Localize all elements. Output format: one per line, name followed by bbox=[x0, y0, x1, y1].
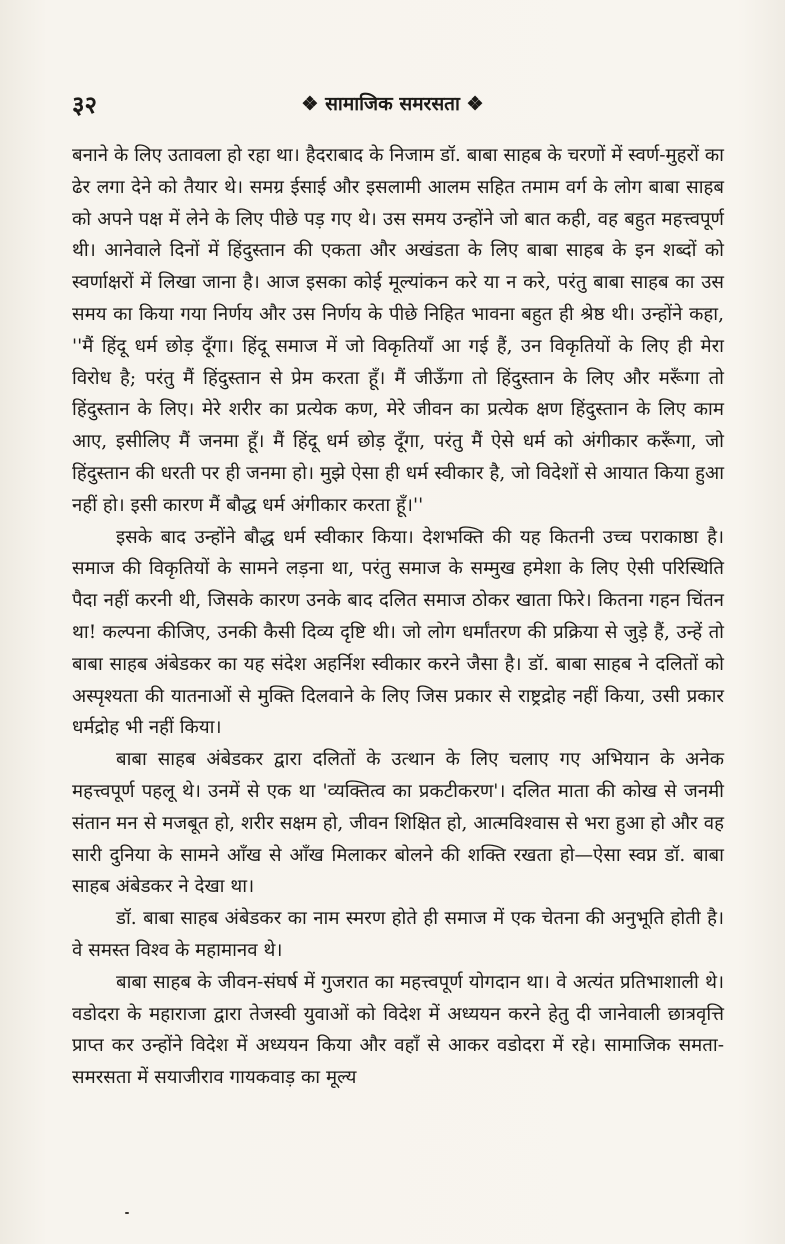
running-title: ❖ सामाजिक समरसता ❖ bbox=[301, 93, 484, 115]
paragraph: बनाने के लिए उतावला हो रहा था। हैदराबाद के निजाम डॉ. बाबा साहब के चरणों में स्वर्ण-मुहरों का ढेर लगा देने को तैयार थे। समग्र ईसाई और इसलामी आलम सहित तमाम वर्ग के लोग बाबा साहब को अपने पक्ष में लेने के लिए पीछे पड़ गए थे। उस समय उन्होंने जो बात कही, वह बहुत महत्त्वपूर्ण थी। आनेवाले दिनों में हिंदुस्तान की एकता और अखंडता के लिए बाबा साहब के इन शब्दों को स्वर्णाक्षरों में लिखा जाना है। आज इसका कोई मूल्यांकन करे या न करे, परंतु बाबा साहब का उस समय का किया गया निर्णय और उस निर्णय के पीछे निहित भावना बहुत ही श्रेष्ठ थी। उन्होंने कहा, ''मैं हिंदू धर्म छोड़ दूँगा। हिंदू समाज में जो विकृतियाँ आ गई हैं, उन विकृतियों के लिए ही मेरा विरोध है; परंतु मैं हिंदुस्तान से प्रेम करता हूँ। मैं जीऊँगा तो हिंदुस्तान के लिए और मरूँगा तो हिंदुस्तान के लिए। मेरे शरीर का प्रत्येक कण, मेरे जीवन का प्रत्येक क्षण हिंदुस्तान के लिए काम आए, इसीलिए मैं जनमा हूँ। मैं हिंदू धर्म छोड़ दूँगा, परंतु मैं ऐसे धर्म को अंगीकार करूँगा, जो हिंदुस्तान की धरती पर ही जनमा हो। मुझे ऐसा ही धर्म स्वीकार है, जो विदेशों से आयात किया हुआ नहीं हो। इसी कारण मैं बौद्ध धर्म अंगीकार करता हूँ।'' bbox=[72, 145, 724, 516]
paragraph: डॉ. बाबा साहब अंबेडकर का नाम स्मरण होते ही समाज में एक चेतना की अनुभूति होती है। वे समस्त विश्व के महामानव थे। bbox=[72, 908, 724, 961]
paragraph: बाबा साहब अंबेडकर द्वारा दलितों के उत्थान के लिए चलाए गए अभियान के अनेक महत्त्वपूर्ण पहलू थे। उनमें से एक था 'व्यक्तित्व का प्रकटीकरण'। दलित माता की कोख से जनमी संतान मन से मजबूत हो, शरीर सक्षम हो, जीवन शिक्षित हो, आत्मविश्वास से भरा हुआ हो और वह सारी दुनिया के सामने आँख से आँख मिलाकर बोलने की शक्ति रखता हो—ऐसा स्वप्न डॉ. बाबा साहब अंबेडकर ने देखा था। bbox=[72, 749, 724, 898]
page-header bbox=[72, 88, 713, 120]
print-speck bbox=[125, 1212, 129, 1214]
body-text bbox=[72, 140, 724, 1094]
paragraph: इसके बाद उन्होंने बौद्ध धर्म स्वीकार किया। देशभक्ति की यह कितनी उच्च पराकाष्ठा है। समाज की विकृतियों के सामने लड़ना था, परंतु समाज के सम्मुख हमेशा के लिए ऐसी परिस्थिति पैदा नहीं करनी थी, जिसके कारण उनके बाद दलित समाज ठोकर खाता फिरे। कितना गहन चिंतन था! कल्पना कीजिए, उनकी कैसी दिव्य दृष्टि थी। जो लोग धर्मांतरण की प्रक्रिया से जुड़े हैं, उन्हें तो बाबा साहब अंबेडकर का यह संदेश अहर्निश स्वीकार करने जैसा है। डॉ. बाबा साहब ने दलितों को अस्पृश्यता की यातनाओं से मुक्ति दिलवाने के लिए जिस प्रकार से राष्ट्रद्रोह नहीं किया, उसी प्रकार धर्मद्रोह भी नहीं किया। bbox=[72, 526, 724, 739]
paragraph: बाबा साहब के जीवन-संघर्ष में गुजरात का महत्त्वपूर्ण योगदान था। वे अत्यंत प्रतिभाशाली थे। वडोदरा के महाराजा द्वारा तेजस्वी युवाओं को विदेश में अध्ययन करने हेतु दी जानेवाली छात्रवृत्ति प्राप्त कर उन्होंने विदेश में अध्ययन किया और वहाँ से आकर वडोदरा में रहे। सामाजिक समता-समरसता में सयाजीराव गायकवाड़ का मूल्य bbox=[72, 971, 724, 1089]
page-number: ३२ bbox=[72, 90, 97, 119]
